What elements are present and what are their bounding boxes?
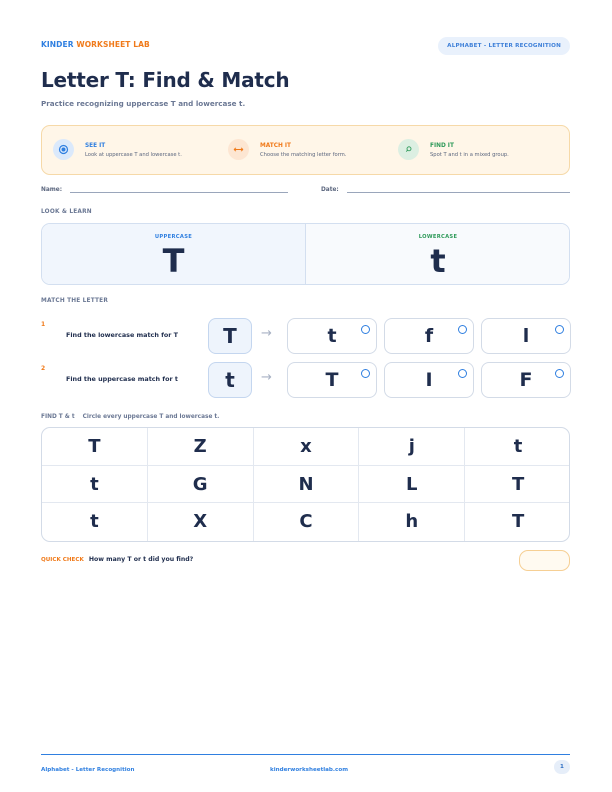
eye-icon bbox=[53, 139, 74, 160]
page-number: 1 bbox=[554, 760, 570, 774]
question-text: Find the lowercase match for T bbox=[66, 331, 178, 339]
answer-bubble[interactable] bbox=[458, 325, 467, 334]
find-instruction: Circle every uppercase T and lowercase t. bbox=[82, 414, 220, 420]
name-label: Name: bbox=[41, 187, 63, 193]
look-learn-panel bbox=[41, 223, 570, 285]
lowercase-letter: t bbox=[430, 242, 446, 280]
steps-panel bbox=[41, 125, 570, 175]
grid-letter[interactable]: j bbox=[359, 428, 465, 466]
brand-name-part2: WORKSHEET LAB bbox=[76, 40, 150, 49]
lowercase-card bbox=[306, 224, 570, 284]
step-description: Look at uppercase T and lowercase t. bbox=[85, 152, 182, 158]
quick-check-question: How many T or t did you find? bbox=[88, 556, 194, 563]
grid-letter[interactable]: T bbox=[465, 466, 570, 504]
name-date-row bbox=[41, 186, 570, 196]
grid-letter[interactable]: G bbox=[148, 466, 254, 504]
find-label: FIND T & t bbox=[41, 414, 75, 420]
magnifier-icon bbox=[398, 139, 419, 160]
answer-bubble[interactable] bbox=[555, 369, 564, 378]
footer-divider bbox=[41, 754, 570, 755]
option-letter: l bbox=[522, 325, 530, 347]
question-text: Find the uppercase match for t bbox=[66, 375, 178, 383]
answer-option[interactable] bbox=[481, 318, 571, 354]
brand-name-part1: KINDER bbox=[41, 40, 74, 49]
answer-option[interactable] bbox=[287, 362, 377, 398]
step-title: FIND IT bbox=[430, 143, 454, 149]
option-letter: t bbox=[327, 325, 337, 347]
answer-option[interactable] bbox=[384, 362, 474, 398]
answer-bubble[interactable] bbox=[361, 369, 370, 378]
target-letter: t bbox=[208, 362, 252, 398]
option-letter: I bbox=[425, 369, 433, 391]
uppercase-letter: T bbox=[162, 242, 185, 280]
grid-letter[interactable]: x bbox=[254, 428, 360, 466]
answer-option[interactable] bbox=[481, 362, 571, 398]
answer-option[interactable] bbox=[287, 318, 377, 354]
arrow-right-icon: → bbox=[261, 326, 272, 341]
page-title: Letter T: Find & Match bbox=[41, 68, 290, 92]
grid-letter[interactable]: C bbox=[254, 503, 360, 541]
grid-letter[interactable]: t bbox=[42, 503, 148, 541]
date-field[interactable] bbox=[347, 192, 570, 193]
quick-check-label: QUICK CHECK bbox=[41, 557, 84, 563]
grid-letter[interactable]: N bbox=[254, 466, 360, 504]
letter-grid bbox=[41, 427, 570, 542]
grid-letter[interactable]: t bbox=[465, 428, 570, 466]
quick-check bbox=[41, 556, 193, 563]
match-row bbox=[41, 317, 570, 355]
question-number: 1 bbox=[41, 321, 46, 328]
target-letter: T bbox=[208, 318, 252, 354]
answer-bubble[interactable] bbox=[361, 325, 370, 334]
footer-topic: Alphabet - Letter Recognition bbox=[41, 767, 135, 773]
step-title: MATCH IT bbox=[260, 143, 291, 149]
grid-letter[interactable]: h bbox=[359, 503, 465, 541]
match-heading: MATCH THE LETTER bbox=[41, 298, 108, 304]
double-arrow-icon bbox=[228, 139, 249, 160]
lowercase-label: LOWERCASE bbox=[418, 234, 458, 240]
page-subtitle: Practice recognizing uppercase T and lowercase t. bbox=[41, 99, 246, 108]
brand-logo bbox=[41, 40, 150, 49]
grid-letter[interactable]: T bbox=[511, 511, 525, 533]
grid-letter[interactable]: X bbox=[148, 503, 254, 541]
option-letter: F bbox=[519, 369, 533, 391]
option-letter: f bbox=[424, 325, 434, 347]
answer-box[interactable] bbox=[519, 550, 570, 571]
date-label: Date: bbox=[321, 187, 339, 193]
page-header bbox=[41, 37, 570, 55]
step-description: Spot T and t in a mixed group. bbox=[430, 152, 509, 158]
option-letter: T bbox=[325, 369, 339, 391]
answer-bubble[interactable] bbox=[555, 325, 564, 334]
name-field[interactable] bbox=[70, 192, 288, 193]
topic-pill: ALPHABET - LETTER RECOGNITION bbox=[438, 37, 570, 55]
step-description: Choose the matching letter form. bbox=[260, 152, 347, 158]
grid-letter[interactable]: T bbox=[42, 428, 148, 466]
look-learn-heading: LOOK & LEARN bbox=[41, 209, 92, 215]
answer-bubble[interactable] bbox=[458, 369, 467, 378]
grid-letter[interactable]: t bbox=[42, 466, 148, 504]
footer-website: kinderworksheetlab.com bbox=[270, 767, 349, 773]
answer-option[interactable] bbox=[384, 318, 474, 354]
uppercase-card bbox=[42, 224, 306, 284]
arrow-right-icon: → bbox=[261, 370, 272, 385]
step-title: SEE IT bbox=[85, 143, 106, 149]
grid-letter[interactable]: Z bbox=[148, 428, 254, 466]
uppercase-label: UPPERCASE bbox=[154, 234, 193, 240]
match-row bbox=[41, 361, 570, 399]
question-number: 2 bbox=[41, 365, 46, 372]
find-heading bbox=[41, 414, 219, 420]
grid-letter[interactable]: L bbox=[359, 466, 465, 504]
